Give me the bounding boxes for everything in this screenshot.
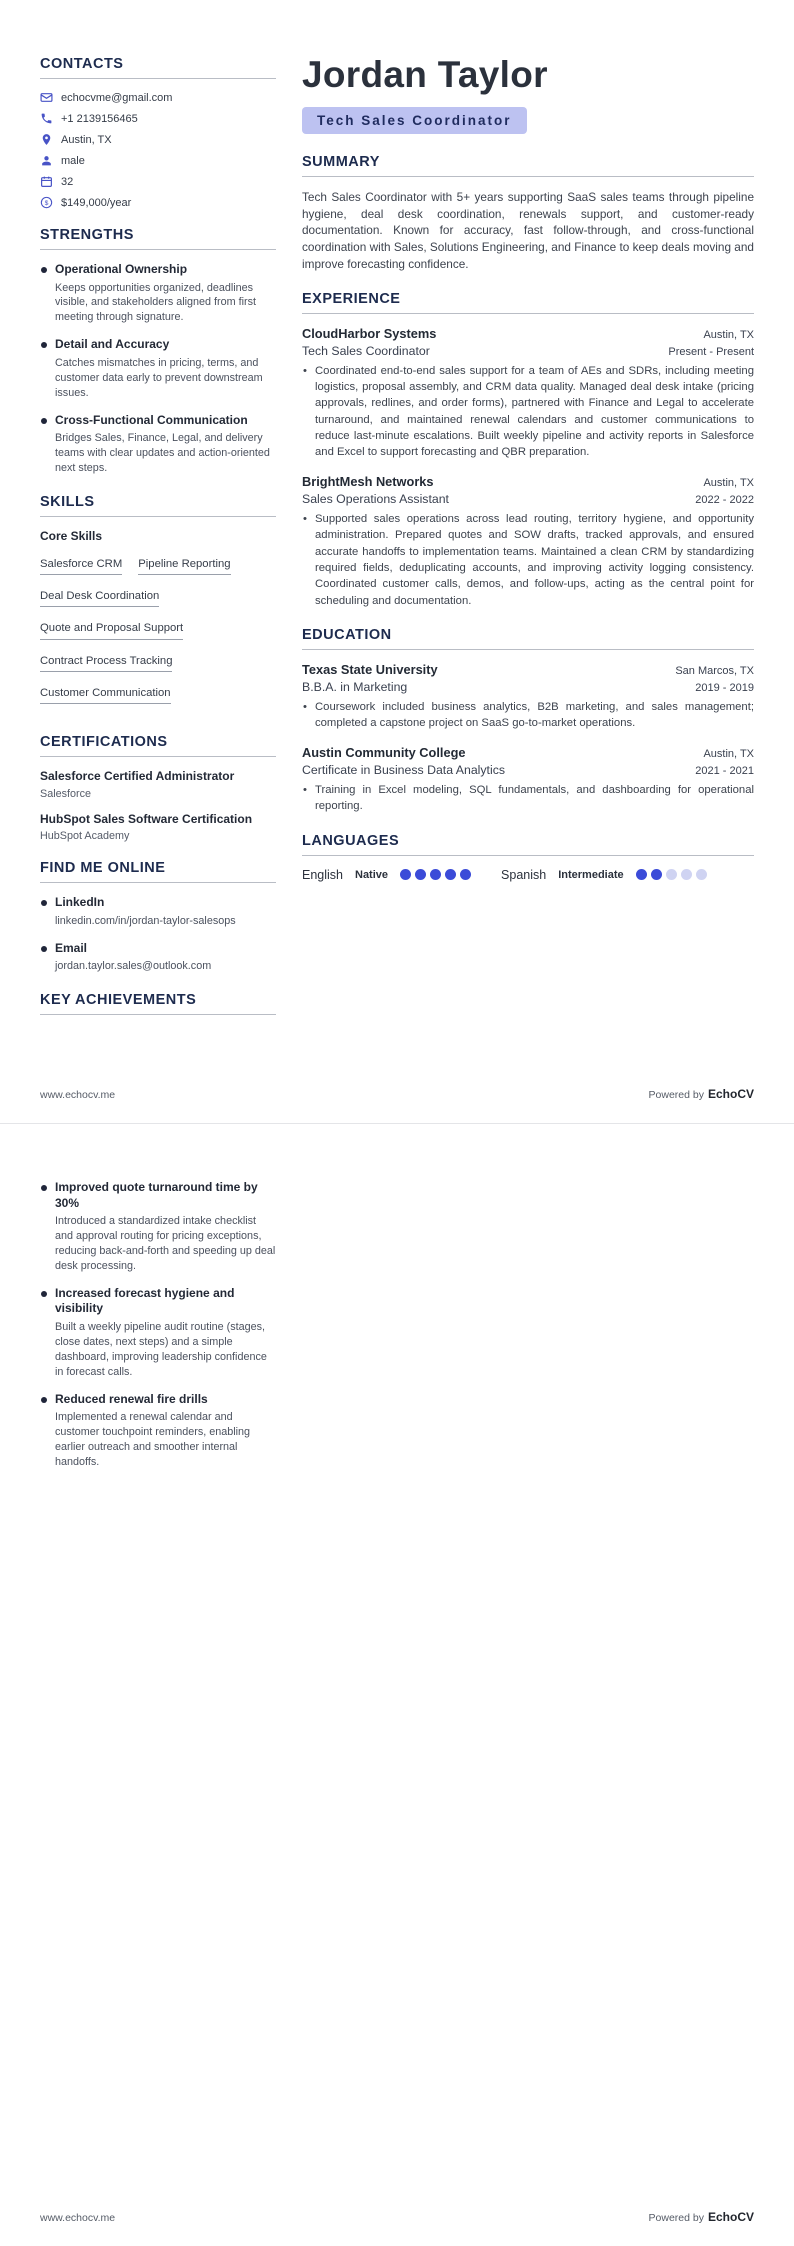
footer-powered-by: Powered by EchoCV bbox=[648, 2210, 754, 2224]
contacts-heading: CONTACTS bbox=[40, 56, 276, 79]
achievement-description: Implemented a renewal calendar and customer touchpoint reminders, enabling earlier outreach and smoother internal handoffs. bbox=[55, 1411, 251, 1468]
skill-tag: Pipeline Reporting bbox=[138, 559, 230, 575]
strength-item bbox=[40, 413, 276, 476]
education-location: San Marcos, TX bbox=[675, 665, 754, 678]
strength-item bbox=[40, 262, 276, 325]
contact-item-location bbox=[40, 133, 276, 146]
skills-tags bbox=[40, 555, 276, 716]
language-item-spanish bbox=[501, 868, 707, 882]
footer-brand-link[interactable]: EchoCV bbox=[707, 1087, 754, 1101]
achievement-title: Increased forecast hygiene and visibility bbox=[55, 1285, 235, 1316]
dot-filled-icon bbox=[460, 869, 471, 880]
find-me-online-heading: FIND ME ONLINE bbox=[40, 860, 276, 883]
education-degree: Certificate in Business Data Analytics bbox=[302, 762, 505, 777]
education-dates: 2021 - 2021 bbox=[695, 764, 754, 777]
language-name: English bbox=[302, 867, 343, 882]
page-2 bbox=[0, 1123, 794, 2246]
language-proficiency-dots bbox=[400, 869, 471, 880]
experience-bullet: • Coordinated end-to-end sales support for a team of AEs and SDRs, including meeting logistics, proposal assembly, and CRM data quality. Managed deal desk intake (pricing approvals, redlines, and order forms), partnered with Finance and Legal to accelerate turnaround, and maintained renewal calendars and customer communications to reduce last-minute escalations. Built weekly pipeline and activity reports in Salesforce and Excel to support forecasting and QBR preparation. bbox=[302, 363, 754, 461]
contact-value: $149,000/year bbox=[61, 196, 132, 209]
skill-tag: Customer Communication bbox=[40, 688, 171, 704]
online-label: Email bbox=[55, 940, 88, 955]
education-bullet: • Coursework included business analytics, B2B marketing, and sales management; completed a capstone project on SaaS go-to-market operations. bbox=[302, 699, 754, 732]
experience-bullet: • Supported sales operations across lead routing, territory hygiene, and opportunity administration. Prepared quotes and SOW drafts, tracked approvals, and ensured accurate handoffs to implementation teams. Maintained a clean CRM by standardizing required fields, deduplicating accounts, and improving activity logging consistency. Coordinated customer calls, demos, and follow-ups, acting as the central point for scheduling and documentation. bbox=[302, 511, 754, 609]
certifications-heading: CERTIFICATIONS bbox=[40, 734, 276, 757]
achievement-description: Built a weekly pipeline audit routine (stages, close dates, next steps) and a simple dashboard, improving leadership confidence in forecast calls. bbox=[55, 1320, 267, 1378]
education-degree: B.B.A. in Marketing bbox=[302, 680, 408, 695]
language-level: Intermediate bbox=[558, 868, 624, 881]
contacts-section bbox=[40, 56, 276, 209]
strengths-heading: STRENGTHS bbox=[40, 227, 276, 250]
certification-title: HubSpot Sales Software Certification bbox=[40, 811, 253, 826]
experience-dates: Present - Present bbox=[668, 345, 754, 358]
skill-tag: Quote and Proposal Support bbox=[40, 623, 183, 639]
dot-filled-icon bbox=[415, 869, 426, 880]
sidebar bbox=[40, 56, 276, 1033]
certification-item bbox=[40, 769, 276, 800]
education-item bbox=[302, 745, 754, 815]
job-title-badge: Tech Sales Coordinator bbox=[302, 107, 527, 134]
skill-tag: Contract Process Tracking bbox=[40, 656, 172, 672]
email-icon bbox=[40, 91, 53, 104]
achievement-item bbox=[40, 1286, 276, 1380]
experience-section bbox=[302, 291, 754, 610]
online-label: LinkedIn bbox=[55, 895, 105, 910]
languages-section bbox=[302, 833, 754, 882]
dot-filled-icon bbox=[445, 869, 456, 880]
footer-brand-link[interactable]: EchoCV bbox=[707, 2210, 754, 2224]
summary-section bbox=[302, 154, 754, 273]
online-link[interactable]: linkedin.com/in/jordan-taylor-salesops bbox=[55, 915, 236, 928]
candidate-name: Jordan Taylor bbox=[302, 54, 548, 95]
achievement-item bbox=[40, 1180, 276, 1274]
footer-site-link[interactable]: www.echocv.me bbox=[40, 2212, 116, 2224]
experience-item bbox=[302, 474, 754, 609]
footer-powered-by: Powered by EchoCV bbox=[648, 1087, 754, 1101]
certification-item bbox=[40, 812, 276, 843]
main-column-empty bbox=[302, 1180, 754, 1482]
contact-item-salary bbox=[40, 196, 276, 209]
contact-value: +1 2139156465 bbox=[61, 112, 138, 125]
achievement-item bbox=[40, 1392, 276, 1470]
calendar-icon bbox=[40, 175, 53, 188]
experience-location: Austin, TX bbox=[703, 328, 754, 341]
experience-dates: 2022 - 2022 bbox=[695, 493, 754, 506]
strength-title: Operational Ownership bbox=[55, 262, 188, 276]
svg-text:$: $ bbox=[44, 199, 49, 207]
certification-issuer: HubSpot Academy bbox=[40, 830, 130, 843]
certification-issuer: Salesforce bbox=[40, 787, 92, 800]
language-proficiency-dots bbox=[636, 869, 707, 880]
experience-item bbox=[302, 326, 754, 461]
sidebar-continued bbox=[40, 1180, 276, 1482]
strength-description: Catches mismatches in pricing, terms, and customer data early to prevent downstream issues. bbox=[55, 356, 263, 399]
education-school: Austin Community College bbox=[302, 744, 466, 760]
key-achievements-heading: KEY ACHIEVEMENTS bbox=[40, 992, 276, 1015]
phone-icon bbox=[40, 112, 53, 125]
find-me-online-section bbox=[40, 860, 276, 973]
contact-value: male bbox=[61, 154, 85, 167]
experience-role: Tech Sales Coordinator bbox=[302, 343, 430, 358]
education-location: Austin, TX bbox=[703, 747, 754, 760]
strength-description: Keeps opportunities organized, deadlines visible, and stakeholders aligned from first meeting through signature. bbox=[55, 281, 257, 324]
language-item-english bbox=[302, 868, 471, 882]
skill-tag: Salesforce CRM bbox=[40, 559, 122, 575]
certification-title: Salesforce Certified Administrator bbox=[40, 769, 235, 784]
person-icon bbox=[40, 154, 53, 167]
dot-empty-icon bbox=[681, 869, 692, 880]
contact-item-gender bbox=[40, 154, 276, 167]
footer-site-link[interactable]: www.echocv.me bbox=[40, 1089, 116, 1101]
dot-filled-icon bbox=[430, 869, 441, 880]
location-icon bbox=[40, 133, 53, 146]
strength-item bbox=[40, 337, 276, 400]
strength-description: Bridges Sales, Finance, Legal, and delivery teams with clear updates and action-oriented next steps. bbox=[55, 432, 270, 474]
education-bullet: • Training in Excel modeling, SQL fundamentals, and dashboarding for operational reporting. bbox=[302, 782, 754, 815]
experience-company: BrightMesh Networks bbox=[302, 473, 434, 489]
page-footer bbox=[40, 1087, 754, 1101]
certifications-section bbox=[40, 734, 276, 842]
strength-title: Detail and Accuracy bbox=[55, 337, 170, 352]
achievement-title: Reduced renewal fire drills bbox=[55, 1391, 208, 1406]
dot-empty-icon bbox=[666, 869, 677, 880]
languages-heading: LANGUAGES bbox=[302, 833, 754, 856]
dot-filled-icon bbox=[651, 869, 662, 880]
achievement-description: Introduced a standardized intake checklist and approval routing for pricing exceptions, reducing back-and-forth and speeding up deal desk processing. bbox=[55, 1215, 276, 1272]
skill-tag: Deal Desk Coordination bbox=[40, 591, 159, 607]
contact-item-phone bbox=[40, 112, 276, 125]
key-achievements-section bbox=[40, 992, 276, 1015]
experience-location: Austin, TX bbox=[703, 476, 754, 489]
education-heading: EDUCATION bbox=[302, 627, 754, 650]
education-school: Texas State University bbox=[302, 662, 438, 678]
summary-heading: SUMMARY bbox=[302, 154, 754, 177]
experience-heading: EXPERIENCE bbox=[302, 291, 754, 314]
page-footer bbox=[40, 2210, 754, 2224]
dot-filled-icon bbox=[636, 869, 647, 880]
skills-group-title: Core Skills bbox=[40, 528, 103, 543]
achievement-title: Improved quote turnaround time by 30% bbox=[55, 1180, 258, 1210]
experience-company: CloudHarbor Systems bbox=[302, 325, 437, 341]
skills-heading: SKILLS bbox=[40, 494, 276, 517]
experience-role: Sales Operations Assistant bbox=[302, 491, 449, 506]
dot-filled-icon bbox=[400, 869, 411, 880]
contact-value: Austin, TX bbox=[61, 133, 112, 146]
online-item-email bbox=[40, 941, 276, 974]
contact-value: echocvme@gmail.com bbox=[61, 91, 173, 104]
strengths-section bbox=[40, 227, 276, 476]
contact-value: 32 bbox=[61, 175, 74, 188]
online-link[interactable]: jordan.taylor.sales@outlook.com bbox=[55, 960, 212, 973]
online-item-linkedin bbox=[40, 895, 276, 928]
dot-empty-icon bbox=[696, 869, 707, 880]
language-level: Native bbox=[355, 868, 389, 881]
contact-item-email bbox=[40, 91, 276, 104]
contact-item-age bbox=[40, 175, 276, 188]
summary-text: Tech Sales Coordinator with 5+ years supporting SaaS sales teams through pipeline hygiene, deal desk coordination, renewals support, and customer-ready documentation. Known for accuracy, fast follow-through, and cross-functional coordination with Sales, Solutions Engineering, and Finance to keep deals moving and improve forecasting confidence. bbox=[302, 189, 754, 271]
strength-title: Cross-Functional Communication bbox=[55, 412, 248, 427]
main-column bbox=[302, 56, 754, 1033]
language-name: Spanish bbox=[501, 867, 547, 882]
skills-section bbox=[40, 494, 276, 716]
education-section bbox=[302, 627, 754, 815]
education-item bbox=[302, 662, 754, 732]
salary-icon bbox=[40, 196, 53, 209]
education-dates: 2019 - 2019 bbox=[695, 682, 754, 695]
